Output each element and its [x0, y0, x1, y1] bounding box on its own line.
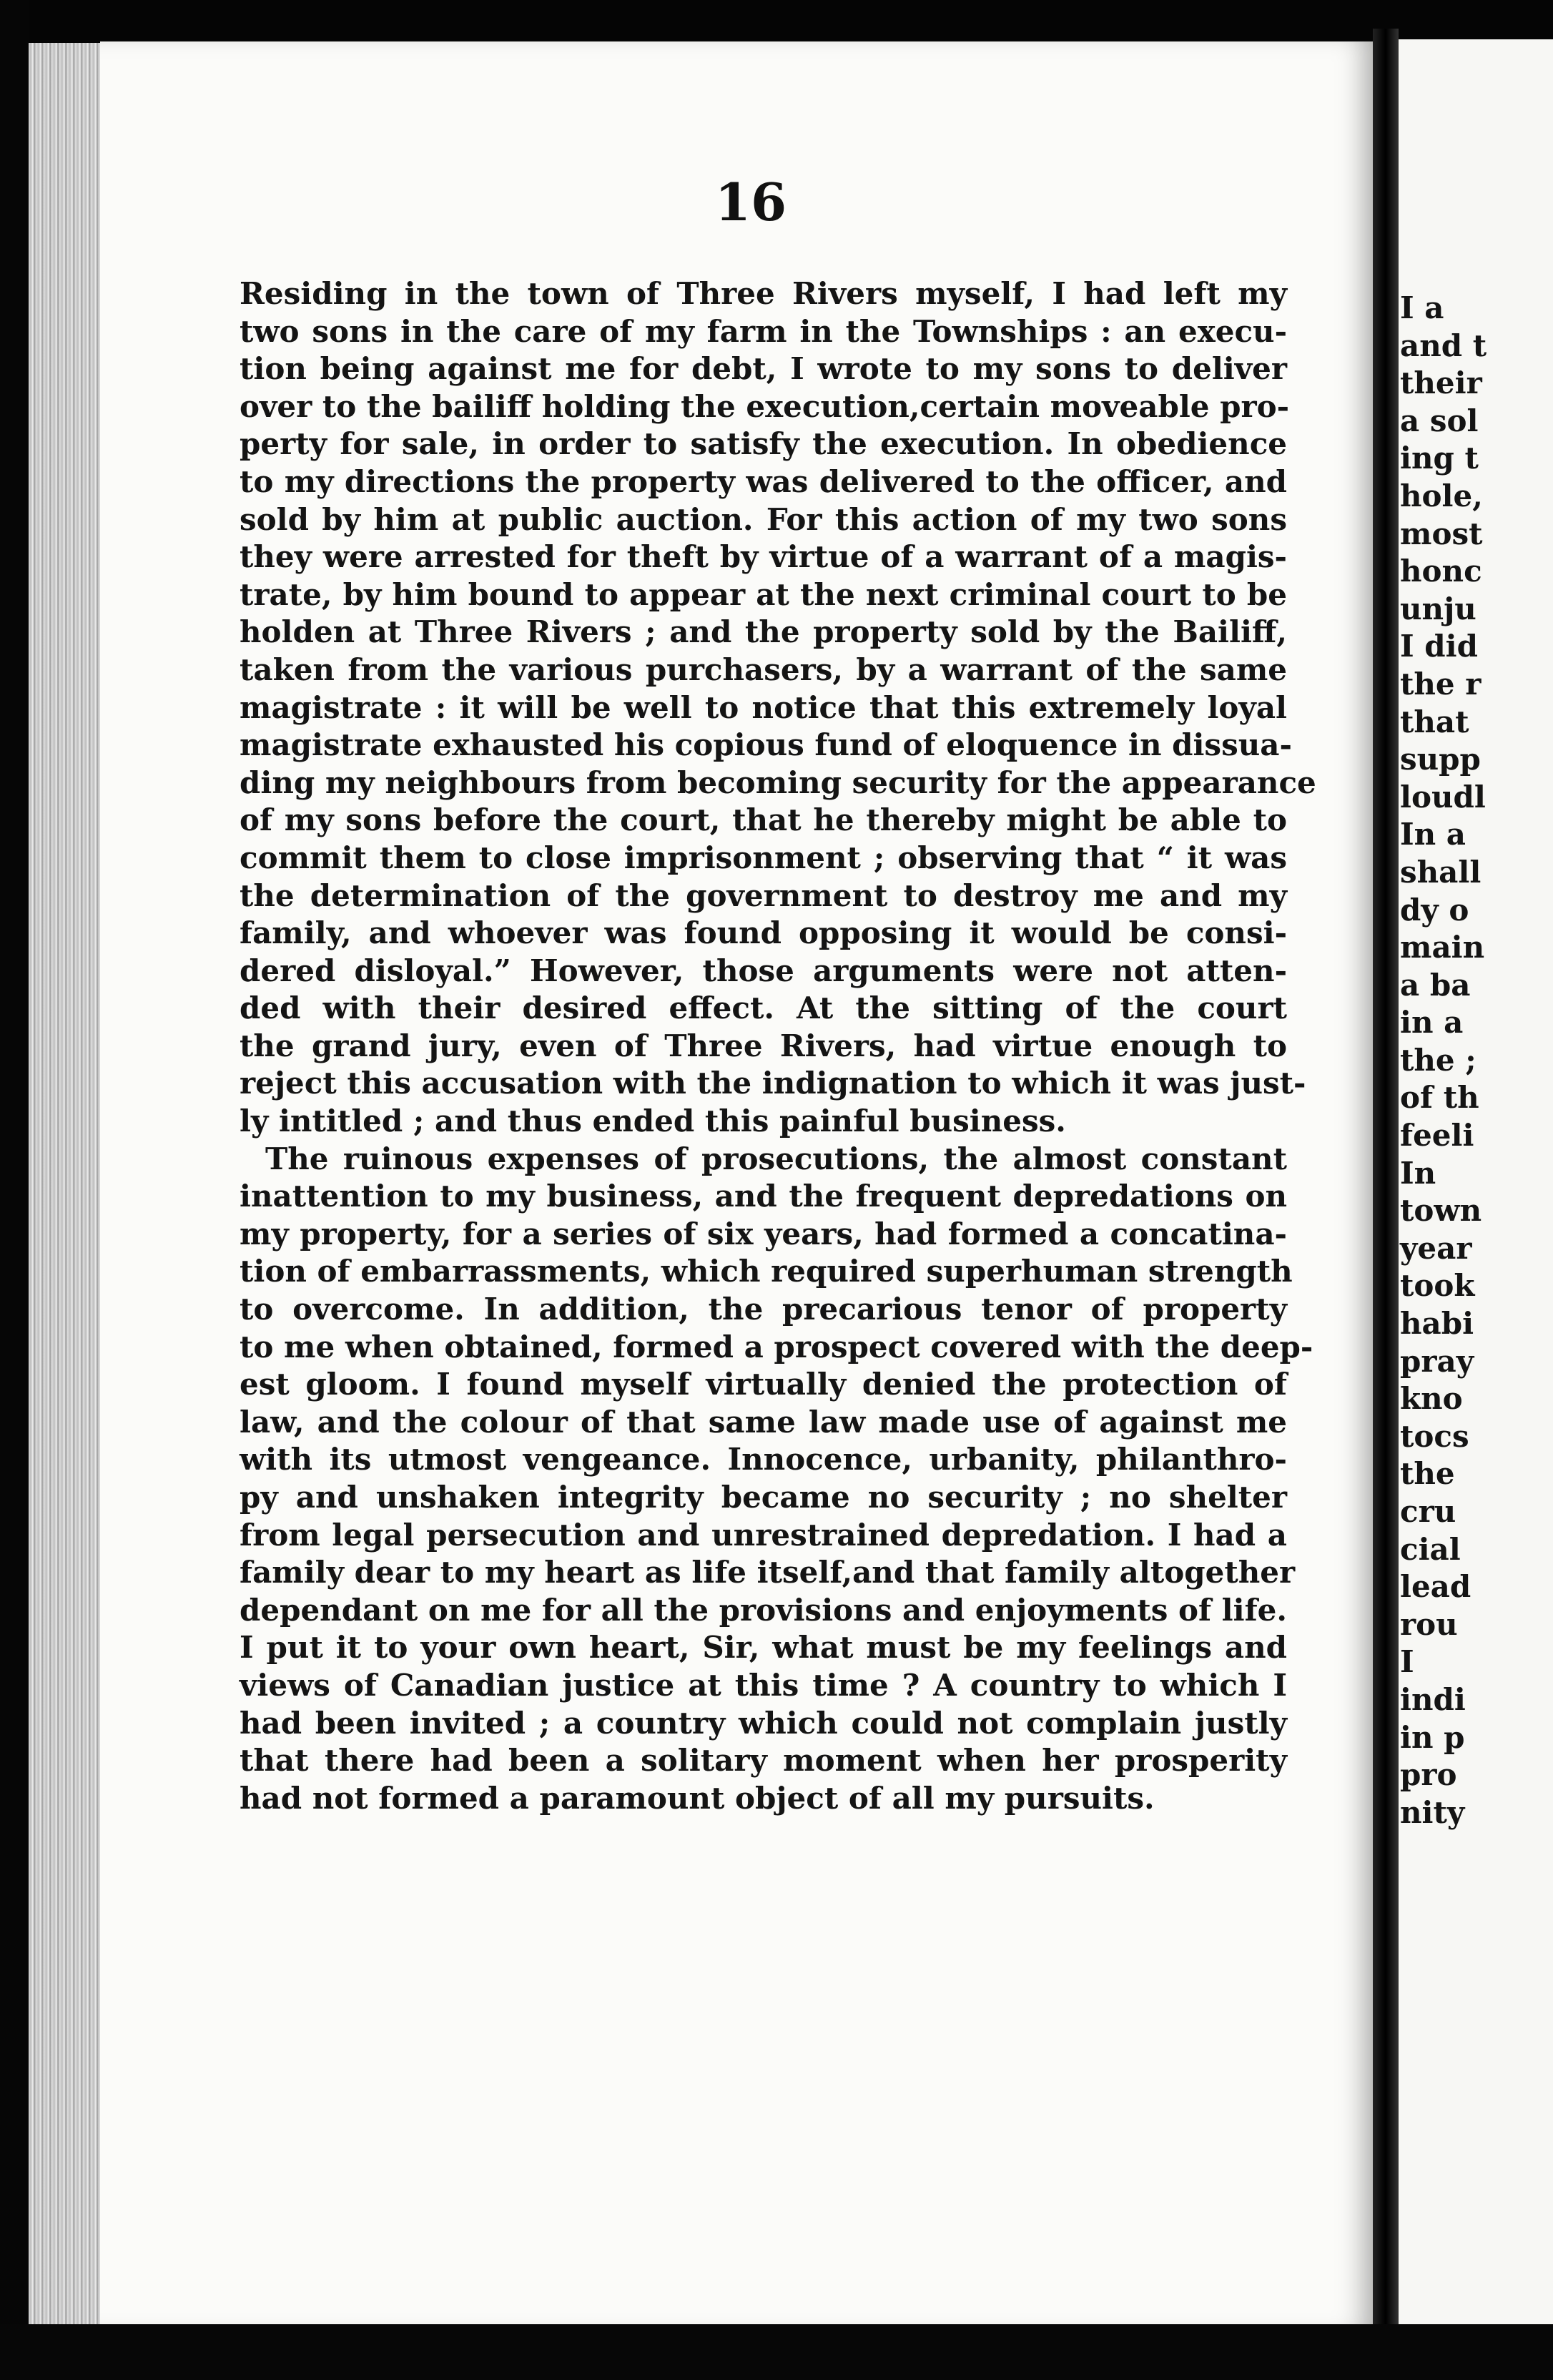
- text-line: family, and whoever was found opposing it would be consi-: [240, 915, 1287, 951]
- next-page-line-fragment: most: [1400, 516, 1483, 551]
- next-page-line-fragment: year: [1400, 1230, 1472, 1266]
- next-page-line-fragment: the: [1400, 1456, 1455, 1492]
- next-page-line-fragment: cru: [1400, 1494, 1456, 1529]
- next-page-line-fragment: habi: [1400, 1306, 1474, 1342]
- scan-frame-bottom: [0, 2324, 1553, 2380]
- next-page-line-fragment: indi: [1400, 1681, 1466, 1717]
- next-page-line-fragment: pro: [1400, 1757, 1457, 1793]
- text-line: to me when obtained, formed a prospect covered with the deep-: [240, 1329, 1313, 1364]
- text-line: that there had been a solitary moment when her prosperity: [240, 1743, 1287, 1779]
- text-line: perty for sale, in order to satisfy the execution. In obedience: [240, 426, 1287, 462]
- next-page-text: [1400, 290, 1553, 1831]
- text-line: taken from the various purchasers, by a warrant of the same: [240, 651, 1287, 687]
- next-page-line-fragment: rou: [1400, 1606, 1458, 1642]
- text-line: inattention to my business, and the frequent depredations on: [240, 1179, 1287, 1214]
- next-page-line-fragment: In a: [1400, 817, 1466, 852]
- text-line: law, and the colour of that same law made use of against me: [240, 1404, 1287, 1440]
- next-page-line-fragment: cial: [1400, 1531, 1461, 1567]
- text-line: reject this accusation with the indignation to which it was just-: [240, 1066, 1306, 1101]
- text-line: had been invited ; a country which could not complain justly: [240, 1705, 1287, 1741]
- next-page-line-fragment: a sol: [1400, 403, 1479, 438]
- text-line: family dear to my heart as life itself,and that family altogether: [240, 1555, 1296, 1590]
- text-line: magistrate exhausted his copious fund of eloquence in dissua-: [240, 727, 1292, 763]
- text-line: they were arrested for theft by virtue of a warrant of a magis-: [240, 539, 1287, 575]
- text-line: to my directions the property was delivered to the officer, and: [240, 463, 1287, 499]
- paragraph-1: [240, 275, 1316, 1141]
- text-line: views of Canadian justice at this time ? A country to which I: [240, 1667, 1287, 1703]
- text-line: to overcome. In addition, the precarious tenor of property: [240, 1292, 1287, 1327]
- text-line: est gloom. I found myself virtually denied the protection of: [240, 1367, 1287, 1402]
- text-line: ly intitled ; and thus ended this painful business.: [240, 1103, 1066, 1139]
- text-line: with its utmost vengeance. Innocence, urbanity, philanthro-: [240, 1442, 1287, 1477]
- text-line: dependant on me for all the provisions and enjoyments of life.: [240, 1592, 1287, 1628]
- next-page-line-fragment: unju: [1400, 591, 1476, 626]
- paragraph-2: [240, 1141, 1313, 1818]
- next-page-line-fragment: a ba: [1400, 967, 1471, 1003]
- text-line: commit them to close imprisonment ; observing that “ it was: [240, 840, 1287, 875]
- text-line: ding my neighbours from becoming security for the appearance: [240, 764, 1316, 800]
- text-line: the determination of the government to destroy me and my: [240, 877, 1287, 913]
- next-page-line-fragment: honc: [1400, 554, 1482, 589]
- next-page-line-fragment: feeli: [1400, 1118, 1474, 1154]
- text-line: ded with their desired effect. At the sitting of the court: [240, 990, 1287, 1026]
- next-page-line-fragment: supp: [1400, 742, 1481, 777]
- book-page-edges: [29, 43, 100, 2331]
- page-body: [240, 275, 1316, 1817]
- next-page-line-fragment: pray: [1400, 1343, 1474, 1379]
- text-line: holden at Three Rivers ; and the property sold by the Bailiff,: [240, 614, 1287, 650]
- text-line: sold by him at public auction. For this action of my two sons: [240, 501, 1287, 537]
- next-page-line-fragment: town: [1400, 1193, 1482, 1229]
- next-page-line-fragment: kno: [1400, 1381, 1463, 1417]
- next-page-line-fragment: tocs: [1400, 1418, 1469, 1454]
- next-page-line-fragment: In: [1400, 1155, 1436, 1191]
- text-line: from legal persecution and unrestrained depredation. I had a: [240, 1517, 1287, 1553]
- next-page-line-fragment: ing t: [1400, 441, 1479, 476]
- next-page-line-fragment: the r: [1400, 666, 1481, 702]
- next-page-line-fragment: in a: [1400, 1005, 1464, 1041]
- text-line: dered disloyal.” However, those arguments were not atten-: [240, 953, 1287, 988]
- next-page-line-fragment: I: [1400, 1644, 1414, 1680]
- text-line: my property, for a series of six years, had formed a concatina-: [240, 1216, 1287, 1252]
- next-page-line-fragment: I a: [1400, 290, 1444, 325]
- next-page-line-fragment: lead: [1400, 1569, 1471, 1605]
- next-page-line-fragment: and t: [1400, 328, 1487, 363]
- next-page-line-fragment: the ;: [1400, 1042, 1476, 1078]
- text-line: I put it to your own heart, Sir, what must be my feelings and: [240, 1630, 1287, 1666]
- next-page-line-fragment: their: [1400, 365, 1482, 401]
- next-page-line-fragment: nity: [1400, 1794, 1465, 1830]
- text-line: py and unshaken integrity became no security ; no shelter: [240, 1480, 1287, 1515]
- next-page-line-fragment: loudl: [1400, 779, 1486, 815]
- next-page-line-fragment: took: [1400, 1268, 1475, 1304]
- next-page-line-fragment: that: [1400, 704, 1469, 739]
- text-line: over to the bailiff holding the execution,certain moveable pro-: [240, 388, 1290, 424]
- next-page-line-fragment: I did: [1400, 629, 1478, 664]
- text-line: of my sons before the court, that he thereby might be able to: [240, 802, 1287, 838]
- text-line: The ruinous expenses of prosecutions, the almost constant: [265, 1141, 1287, 1176]
- next-page-line-fragment: shall: [1400, 854, 1481, 890]
- text-line: magistrate : it will be well to notice that this extremely loyal: [240, 689, 1287, 725]
- next-page-line-fragment: dy o: [1400, 892, 1469, 928]
- next-page-line-fragment: hole,: [1400, 478, 1483, 513]
- text-line: had not formed a paramount object of all my pursuits.: [240, 1780, 1155, 1816]
- book-gutter: [1373, 29, 1399, 2339]
- text-line: tion being against me for debt, I wrote to my sons to deliver: [240, 351, 1287, 387]
- next-page-fragment: [1399, 39, 1553, 2331]
- text-line: two sons in the care of my farm in the Townships : an execu-: [240, 313, 1287, 349]
- next-page-line-fragment: main: [1400, 930, 1485, 965]
- next-page-line-fragment: of th: [1400, 1080, 1479, 1116]
- text-line: tion of embarrassments, which required superhuman strength: [240, 1254, 1293, 1289]
- scan-frame-left: [0, 0, 29, 2380]
- page-number: 16: [714, 172, 787, 232]
- text-line: Residing in the town of Three Rivers myself, I had left my: [240, 276, 1287, 311]
- text-line: the grand jury, even of Three Rivers, had virtue enough to: [240, 1028, 1287, 1063]
- text-line: trate, by him bound to appear at the next criminal court to be: [240, 576, 1287, 612]
- next-page-line-fragment: in p: [1400, 1719, 1465, 1755]
